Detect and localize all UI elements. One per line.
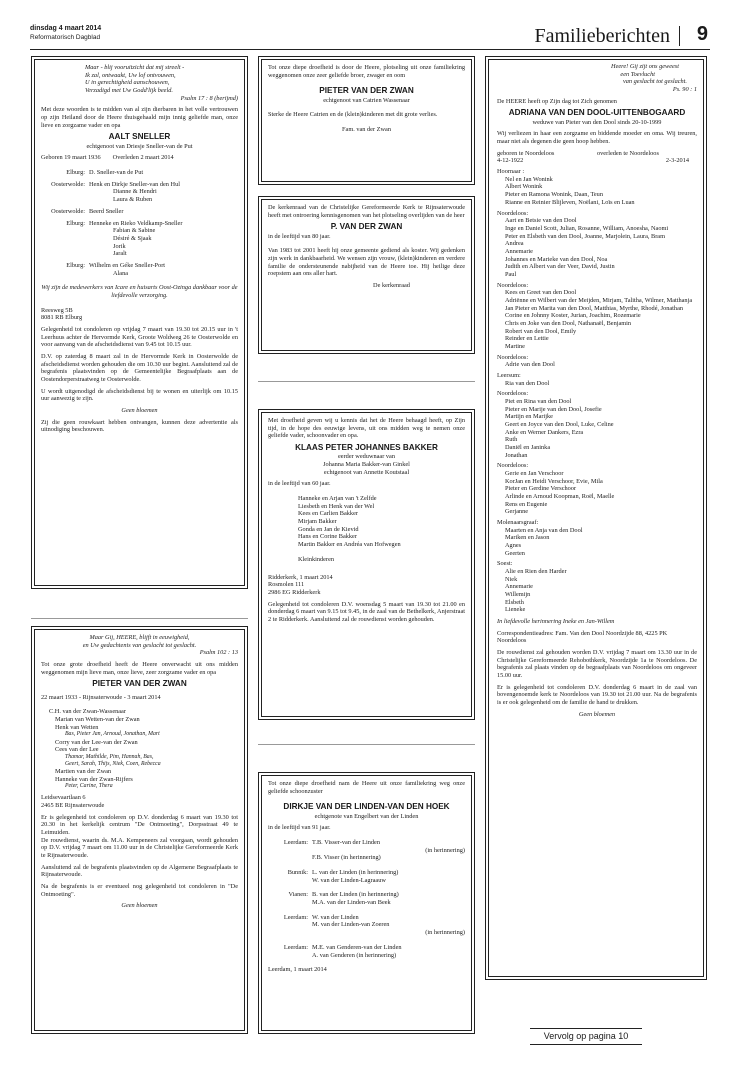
- family-member: Anke en Werner Dankers, Ezra: [505, 428, 584, 436]
- family-member: Lieneke: [505, 606, 526, 614]
- list-item: Liesbeth en Henk van der Wel: [298, 502, 375, 510]
- family-group: [497, 560, 697, 614]
- notice-pieter-van-der-zwan-family: [258, 56, 475, 185]
- service-text: D.V. op zaterdag 8 maart zal in de Hervormde Kerk in Oosterwolde de afscheidsdienst worden gehouden die om 10.30 uur begint. Aansluitend zal de begrafenis plaatsvinden op de Gemeentelijke Begraafplaats aan de Oostendorperstraatweg te Oosterwolde.: [41, 352, 238, 383]
- family-member: Johannes en Marieke van den Dool, Noa: [505, 255, 608, 263]
- family-member: Alie en Rien den Harder: [505, 568, 567, 576]
- memory-text: In liefdevolle herinnering Ineke en Jan-Willem: [497, 618, 615, 626]
- intro-text: Met deze woorden is te midden van al zijn dierbaren in het volle vertrouwen op zijn Heiland door de Heere thuisgehaald mijn innig geliefde man, onze lieve en zorgzame vader en opa: [41, 106, 238, 129]
- family-member: Reinder en Lettie: [505, 335, 549, 343]
- list-item: Mirjam Bakker: [298, 518, 337, 526]
- family-group: Leerdam: T.B. Visser-van der Linden (in herinnering) F.B. Visser (in herinnering): [283, 839, 465, 862]
- family-member: Adriënne en Wilbert van der Meijden, Mirjam, Talitha, Wilmer, Matthanja: [505, 296, 693, 304]
- family-group-place: Soest:: [497, 560, 513, 568]
- prev-spouse-label: eerder weduwnaar van: [338, 453, 395, 461]
- family-member: Mariken en Jason: [505, 534, 550, 542]
- family-member: Annemarie: [505, 247, 533, 255]
- age-line: in de leeftijd van 60 jaar.: [268, 480, 331, 488]
- family-group: Leerdam: M.E. van Genderen-van der Linden A. van Genderen (in herinnering): [283, 943, 402, 959]
- section-title: Familieberichten: [534, 25, 670, 47]
- address-line: 2465 BE Rijnsaterwoude: [41, 802, 105, 810]
- list-item: Hanneke en Arjan van 't Zelfde: [298, 495, 377, 503]
- list-item: Hans en Corine Bakker: [298, 533, 357, 541]
- family-group: [497, 462, 697, 516]
- intro-text: De kerkenraad van de Christelijke Gereformeerde Kerk te Rijnsaterwoude heeft met ontroering kennisgenomen van het plotseling overlijden van de heer: [268, 204, 465, 219]
- condolence-text: Gelegenheid tot condoleren op vrijdag 7 maart van 19.30 tot 20.15 uur in 't Leerhuus achter de Hervormde Kerk, Groote Woldweg 26 te Oosterwolde en voor aanvang van de afscheidsdienst van 9.45 tot 10.15 uur.: [41, 325, 238, 349]
- signature: De kerkenraad: [373, 282, 410, 290]
- family-member: Piet en Rina van den Dool: [505, 397, 572, 405]
- life-dates: 22 maart 1933 - Rijnsaterwoude - 3 maart 2014: [41, 693, 161, 701]
- address-line: Reesweg 5B: [41, 306, 73, 314]
- verse: [497, 63, 697, 94]
- family-member: Andrea: [505, 240, 524, 248]
- family-member: Pieter en Gerdine Verschoor: [505, 485, 577, 493]
- correspondence-address: Correspondentieadres: Fam. Van den Dool Noordzijde 88, 4225 PK Noordeloos: [497, 629, 668, 645]
- divider: [258, 381, 475, 382]
- family-member: Rens en Eugenie: [505, 500, 548, 508]
- notice-adriana-van-den-dool: [485, 56, 707, 980]
- family-group: [497, 282, 697, 351]
- body-text: Wij verliezen in haar een zorgzame en biddende moeder en oma. Wij treuren, maar niet als degenen die geen hoop hebben.: [497, 130, 697, 146]
- age-line: in de leeftijd van 91 jaar.: [268, 824, 331, 832]
- intro-text: Tot onze grote droefheid heeft de Heere onverwacht uit ons midden weggenomen mijn lieve man, onze lieve, zeer zorgzame vader en opa: [41, 661, 238, 676]
- notice-p-van-der-zwan-church: [258, 196, 475, 354]
- family-member: Willemijn: [505, 591, 531, 599]
- deceased-name: DIRKJE VAN DER LINDEN-VAN DEN HOEK: [283, 802, 450, 812]
- family-group-place: Noordeloos:: [497, 353, 529, 361]
- family-member: Jonathan: [505, 451, 528, 459]
- no-flowers: Geen bloemen: [578, 710, 616, 718]
- family-member: Pieter en Marije van den Dool, Josefie: [505, 405, 602, 413]
- body-text: Van 1983 tot 2001 heeft hij onze gemeente gediend als koster. Wij gedenken zijn werk in dankbaarheid. We wensen zijn vrouw, (klein)kinderen en verdere familie de ondersteunende nabijheid van de Heere toe. Hij heilige deze roepstem aan ons aller hart.: [268, 247, 465, 278]
- intro-text: De HEERE heeft op Zijn dag tot Zich genomen: [497, 97, 617, 105]
- family-group-place: Noordeloos:: [497, 281, 529, 289]
- family-groups: [497, 168, 697, 614]
- header-divider: [679, 26, 680, 46]
- family-member: Nel en Jan Wonink: [505, 175, 553, 183]
- spouse-line: echtgenoot van Catrien Wassenaar: [323, 96, 410, 104]
- service-text: De rouwdienst, waarin ds. M.A. Kempeneers zal voorgaan, wordt gehouden op D.V. vrijdag 7 maart om 11.00 uur in de Christelijke Gereformeerde Kerk te Rijnsaterwoude.: [41, 836, 238, 860]
- divider: [258, 744, 475, 745]
- family-member: Geerten: [505, 549, 525, 557]
- address-line: 8081 RB Elburg: [41, 314, 83, 322]
- verse-line: Maar - blij vooruitzicht dat mij streelt -: [85, 64, 185, 71]
- verse: [41, 634, 238, 649]
- family-group-place: Noordeloos:: [497, 209, 529, 217]
- list-item: Martin Bakker en Andréa van Hofwegen: [298, 541, 401, 549]
- age-line: in de leeftijd van 80 jaar.: [268, 232, 331, 240]
- family-member: Arlinde en Arnoud Koopman, Roël, Maelle: [505, 493, 615, 501]
- condolence-text: Er is gelegenheid tot condoleren D.V. donderdag 6 maart in de zaal van bovengenoemde kerk te Noordeloos van 19.30 tot 21.00 uur. Na de begrafenis is er ook gelegenheid om de familie de hand te drukken.: [497, 683, 697, 707]
- family-member: Martine: [505, 342, 525, 350]
- family-member: Peter en Elsbeth van den Dool, Joanne, Marjolein, Laura, Bram: [505, 232, 665, 240]
- issue-date: dinsdag 4 maart 2014: [30, 25, 102, 32]
- family-member: Elsbeth: [505, 598, 524, 606]
- verse-line: Verzadigd met Uw Godd'lijk beeld.: [85, 87, 173, 95]
- verse-line: een Toevlucht: [620, 70, 655, 78]
- verse-reference: Psalm 102 : 13: [199, 649, 238, 657]
- intro-text: Met droefheid geven wij u kennis dat het de Heere behaagd heeft, op Zijn tijd, in de hope des eeuwige levens, uit ons midden weg te nemen onze geliefde vader, schoonvader en opa.: [268, 417, 465, 440]
- condolence-text: Gelegenheid tot condoleren D.V. woensdag 5 maart van 19.30 tot 21.00 en donderdag 6 maart van 9.15 tot 9.45, in de zaal van de Bethelkerk, Anjerstraat 2 te Ridderkerk. Aansluitend zal de rouwdienst worden gehouden.: [268, 600, 465, 623]
- deceased-name: KLAAS PETER JOHANNES BAKKER: [295, 443, 438, 453]
- burial-text: Aansluitend zal de begrafenis plaatsvinden op de Algemene Begraafplaats te Rijnsaterwoude.: [41, 863, 238, 879]
- divider: [31, 618, 248, 619]
- thanks-text: Wij zijn de medewerkers van Icare en huisarts Oost-Ozinga dankbaar voor de liefdevolle verzorging.: [41, 284, 238, 299]
- family-group: [497, 210, 697, 279]
- family-group: [497, 372, 697, 387]
- family-member: Gerjanne: [505, 508, 529, 516]
- family-member: Jan Pieter en Marita van den Dool, Matthias, Myrthe, Rhodé, Jonathan: [505, 304, 684, 312]
- after-text: Na de begrafenis is er eventueel nog gelegenheid tot condoleren in "De Ontmoeting".: [41, 883, 238, 898]
- family-member: Daniël en Janinka: [505, 443, 551, 451]
- address-line: 2986 EG Ridderkerk: [268, 588, 321, 596]
- verse-line: Heere! Gij zijt ons geweest: [611, 63, 679, 70]
- deceased-name: ADRIANA VAN DEN DOOL-UITTENBOGAARD: [508, 108, 686, 118]
- deceased-name: PIETER VAN DER ZWAN: [319, 86, 414, 96]
- prev-spouse: Johanna Maria Bakker-van Ginkel: [323, 461, 410, 469]
- family-group: [497, 168, 697, 206]
- family-group: Leerdam: W. van der Linden M. van der Linden-van Zoeren (in herinnering): [283, 913, 465, 937]
- family-group: [497, 390, 697, 459]
- spouse-line: echtgenoot van Driesje Sneller-van de Put: [86, 142, 193, 150]
- verse-line: en Uw gedachtenis van geslacht tot geslacht.: [82, 641, 197, 649]
- list-item: Gonda en Jan de Kievid: [298, 525, 359, 533]
- family-member: Agnes: [505, 542, 522, 550]
- no-flowers: Geen bloemen: [121, 902, 158, 910]
- family-group: Vianen: B. van der Linden (in herinnering) M.A. van der Linden-van Beek: [288, 891, 399, 907]
- newspaper-name: Reformatorisch Dagblad: [30, 34, 101, 41]
- family-group: [497, 519, 697, 557]
- family-member: Albert Wonink: [505, 183, 543, 191]
- birth-death-dates: Geboren 19 maart 1936 Overleden 2 maart 2014: [41, 154, 174, 162]
- grandchildren: Kleinkinderen: [298, 555, 335, 563]
- notice-pieter-van-der-zwan: [31, 626, 248, 1034]
- family-list: C.H. van der Zwan-Wassenaar Marian van Wetten-van der Zwan Henk van Wetten Bas, Pieter Jan, Arnoud, Jonathan, Mart Corry van der Lee-van der Zwan Cees van der Lee Thamar, Mathilde, Pim, Hannah, Bas, Geert, Sarah, Thijs, Niek, Coen, Rebecca Martien van der Zwan Hanneke van der Zwan-Rijfers Peter, Carine, Thera: [49, 708, 161, 790]
- intro-text: Tot onze diepe droefheid is door de Heere, plotseling uit onze familiekring weggenomen onze zeer geliefde broer, zwager en oom: [268, 64, 465, 79]
- family-member: Ruth: [505, 436, 518, 444]
- family-member: Niek: [505, 575, 518, 583]
- family-member: Judith en Albert van der Veer, David, Justin: [505, 263, 615, 271]
- family-group-place: Leersum:: [497, 371, 521, 379]
- family-group: Elburg: D. Sneller-van de Put: [66, 169, 144, 177]
- family-group-place: Noordeloos:: [497, 390, 529, 398]
- signature: Fam. van der Zwan: [342, 126, 391, 134]
- deceased-name: AALT SNELLER: [108, 132, 171, 142]
- family-member: Rianne en Reinier Blijleven, Noëlani, Loïs en Luan: [505, 198, 635, 206]
- family-member: KorJan en Heidi Verschoor, Evie, Mila: [505, 477, 603, 485]
- family-member: Kees en Greet van den Dool: [505, 289, 577, 297]
- notice-dirkje-van-der-linden: [258, 772, 475, 1034]
- place-date: Ridderkerk, 1 maart 2014: [268, 573, 333, 581]
- deceased-name: P. VAN DER ZWAN: [330, 222, 403, 232]
- family-group: Bunnik: L. van der Linden (in herinnering) W. van der Linden-Lagraauw: [287, 869, 399, 884]
- family-member: Corine en Johnny Koster, Jurian, Joachim, Rozemarie: [505, 312, 641, 320]
- verse-line: Maar Gij, HEERE, blijft in eeuwigheid,: [89, 634, 190, 641]
- no-flowers: Geen bloemen: [121, 406, 158, 414]
- family-member: Inge en Daniel Scott, Julian, Rosanne, William, Anoesha, Naomi: [505, 224, 669, 232]
- family-member: Annemarie: [505, 583, 533, 591]
- notice-klaas-bakker: [258, 409, 475, 720]
- note-text: Zij die geen rouwkaart hebben ontvangen, kunnen deze advertentie als uitnodiging beschouwen.: [41, 418, 238, 434]
- place-date: Leerdam, 1 maart 2014: [268, 966, 327, 974]
- family-group: Oosterwolde: Henk en Dirkje Sneller-van den Hul Dianne & Hendri Laura & Ruben: [51, 180, 180, 204]
- service-text: De rouwdienst zal gehouden worden D.V. vrijdag 7 maart om 13.30 uur in de Christelijke Gereformeerde Rehobothkerk, Noordzijde 1a te Noordeloos. De begrafenis zal plaats vinden op de begraafplaats van Noordeloos om ongeveer 15.00 uur.: [497, 649, 697, 680]
- body-text: Sterke de Heere Catrien en de (klein)kinderen met dit grote verlies.: [268, 111, 438, 119]
- family-member: Martijn en Marijke: [505, 413, 553, 421]
- continued-on-page: Vervolg op pagina 10: [530, 1028, 642, 1045]
- list-item: Kees en Carlien Bakker: [298, 510, 358, 518]
- family-group: Elburg: Henneke en Rieko Veldkamp-Sneller Fabian & Sabine Désiré & Sjaak Jorik Jaralt: [66, 219, 183, 258]
- intro-text: Tot onze diepe droefheid nam de Heere uit onze familiekring weg onze geliefde schoonzuster: [268, 780, 465, 795]
- children-list: [268, 495, 465, 563]
- family-group-place: Noordeloos:: [497, 462, 529, 470]
- verse-reference: Ps. 90 : 1: [672, 86, 697, 94]
- family-member: Aart en Betsie van den Dool: [505, 217, 577, 225]
- family-member: Adrie van den Dool: [505, 361, 555, 369]
- spouse-line: weduwe van Pieter van den Dool sinds 20-10-1999: [532, 118, 662, 126]
- verse-line: van geslacht tot geslacht.: [622, 78, 687, 86]
- family-group: Elburg: Wilhelm en Géke Sneller-Port Alana: [66, 261, 166, 277]
- address-line: Rosmolen 111: [268, 581, 305, 589]
- family-member: Pieter en Ramona Wonink, Daan, Teun: [505, 191, 603, 199]
- family-group-place: Molenaarsgraaf:: [497, 519, 539, 527]
- family-member: Geert en Joyce van den Dool, Luke, Celine: [505, 420, 614, 428]
- page-header: [30, 22, 710, 50]
- spouse-line: echtgenote van Engelbert van der Linden: [314, 812, 419, 820]
- birth-death: geboren te Noordeloos 4-12-1922 overleden te Noordeloos 2-3-2014: [497, 149, 689, 165]
- family-member: Ria van den Dool: [505, 379, 550, 387]
- condolence-text: Er is gelegenheid tot condoleren op D.V. donderdag 6 maart van 19.30 tot 20.30 in het kerkelijk centrum "De Ontmoeting", Dorpsstraat 49 te Leimuiden.: [41, 813, 238, 837]
- family-member: Paul: [505, 270, 517, 278]
- deceased-name: PIETER VAN DER ZWAN: [92, 679, 187, 689]
- family-member: Maarten en Anja van den Dool: [505, 526, 583, 534]
- family-group-place: Hoornaar :: [497, 168, 525, 176]
- notice-aalt-sneller: [31, 56, 248, 589]
- family-group: Oosterwolde: Beerd Sneller: [51, 207, 124, 215]
- family-member: Chris en Joke van den Dool, Nathanaël, Benjamin: [505, 319, 632, 327]
- address-line: Leidsevaartlaan 6: [41, 794, 86, 802]
- spouse-line: echtgenoot van Annette Koutstaal: [323, 468, 410, 476]
- family-member: Robert van den Dool, Emily: [505, 327, 577, 335]
- family-group: [497, 354, 697, 369]
- verse-reference: Psalm 17 : 8 (berijmd): [180, 94, 238, 102]
- verse-line: U in gerechtigheid aanschouwen,: [85, 79, 170, 87]
- family-member: Gerie en Jan Verschoor: [505, 470, 564, 477]
- invite-text: U wordt uitgenodigd de afscheidsdienst bij te wonen en uiterlijk om 10.15 uur aanwezig te zijn.: [41, 387, 238, 403]
- page-number: 9: [696, 23, 708, 45]
- verse-line: Ik zal, ontwaakt, Uw lof ontvouwen,: [85, 71, 176, 79]
- verse: [41, 64, 238, 102]
